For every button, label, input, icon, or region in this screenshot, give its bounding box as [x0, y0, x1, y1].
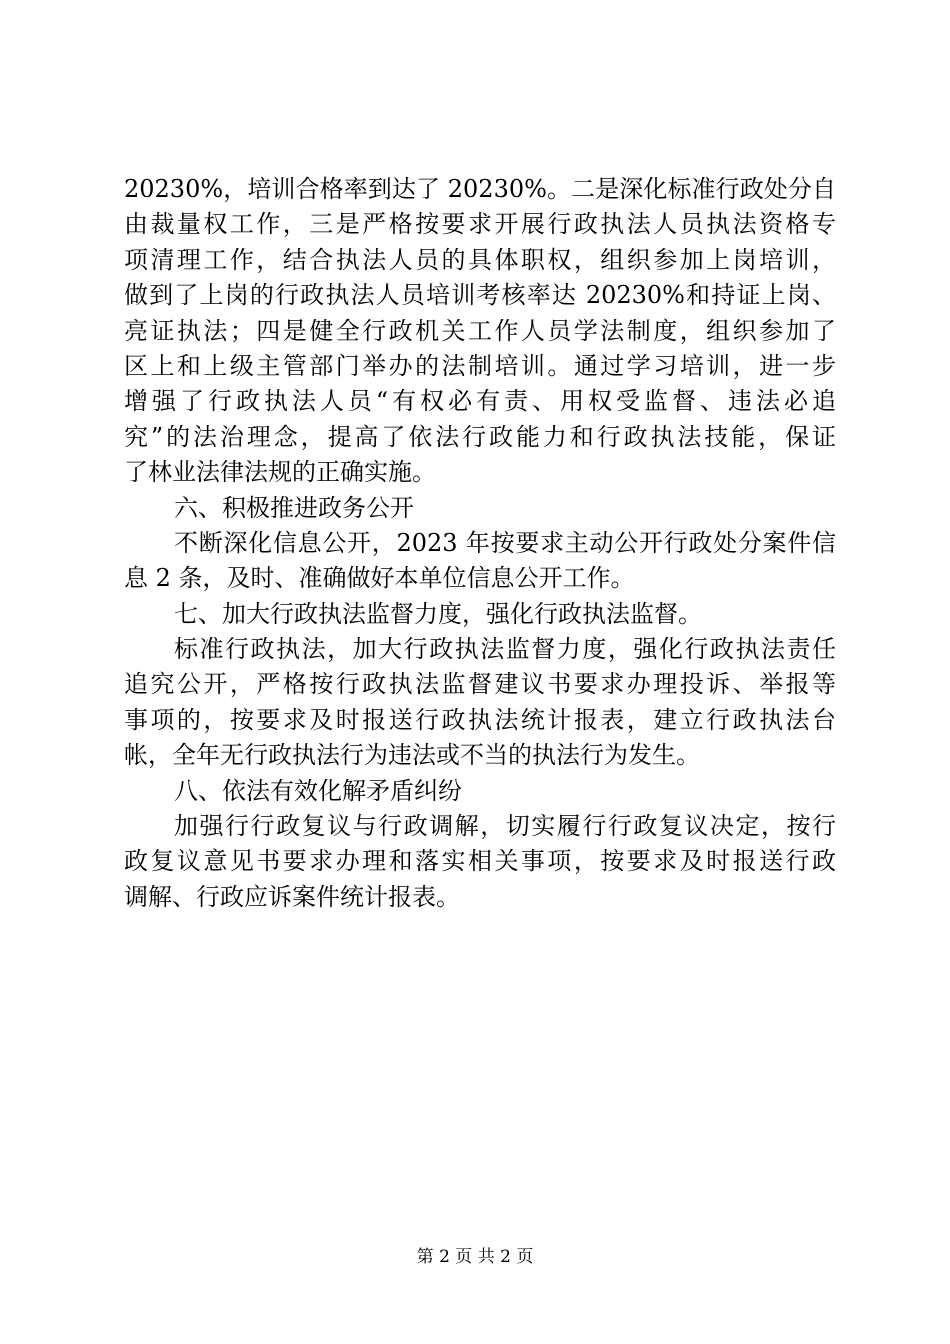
text-line: 八、依法有效化解矛盾纠纷 — [174, 776, 462, 805]
text-line: 究”的法治理念，提高了依法行政能力和行政执法技能，保证 — [124, 422, 836, 451]
heading-section-six — [124, 491, 836, 526]
text-line: 帐，全年无行政执法行为违法或不当的执法行为发生。 — [124, 741, 700, 770]
text-line: 调解、行政应诉案件统计报表。 — [124, 882, 460, 911]
text-line: 七、加大行政执法监督力度，强化行政执法监督。 — [174, 599, 702, 628]
text-line: 区上和上级主管部门举办的法制培训。通过学习培训，进一步 — [124, 351, 836, 380]
text-line: 息 2 条，及时、准确做好本单位信息公开工作。 — [124, 564, 635, 593]
text-line: 了林业法律法规的正确实施。 — [124, 458, 436, 487]
paragraph-dispute-resolution — [124, 809, 836, 915]
text-line: 20230%，培训合格率到达了 20230%。二是深化标准行政处分自 — [124, 175, 836, 203]
text-line: 做到了上岗的行政执法人员培训考核率达 20230%和持证上岗、 — [124, 281, 836, 310]
text-line: 不断深化信息公开，2023 年按要求主动公开行政处分案件信 — [174, 528, 836, 557]
text-line: 加强行行政复议与行政调解，切实履行行政复议决定，按行 — [174, 812, 836, 841]
heading-section-eight — [124, 774, 836, 809]
paragraph-info-disclosure — [124, 526, 836, 597]
text-line: 六、积极推进政务公开 — [174, 493, 414, 522]
text-line: 政复议意见书要求办理和落实相关事项，按要求及时报送行政 — [124, 847, 836, 876]
paragraph-enforcement-supervision — [124, 632, 836, 774]
text-line: 项清理工作，结合执法人员的具体职权，组织参加上岗培训， — [124, 245, 836, 274]
document-body — [124, 172, 836, 915]
text-line: 亮证执法；四是健全行政机关工作人员学法制度，组织参加了 — [124, 316, 836, 345]
text-line: 由裁量权工作，三是严格按要求开展行政执法人员执法资格专 — [124, 210, 836, 239]
text-line: 增强了行政执法人员“有权必有责、用权受监督、违法必追 — [124, 387, 836, 416]
text-line: 追究公开，严格按行政执法监督建议书要求办理投诉、举报等 — [124, 670, 836, 699]
paragraph-training-continued — [124, 172, 836, 491]
text-line: 事项的，按要求及时报送行政执法统计报表，建立行政执法台 — [124, 705, 836, 734]
page-number-footer: 第 2 页 共 2 页 — [416, 1247, 534, 1267]
heading-section-seven — [124, 597, 836, 632]
text-line: 标准行政执法，加大行政执法监督力度，强化行政执法责任 — [174, 635, 836, 664]
